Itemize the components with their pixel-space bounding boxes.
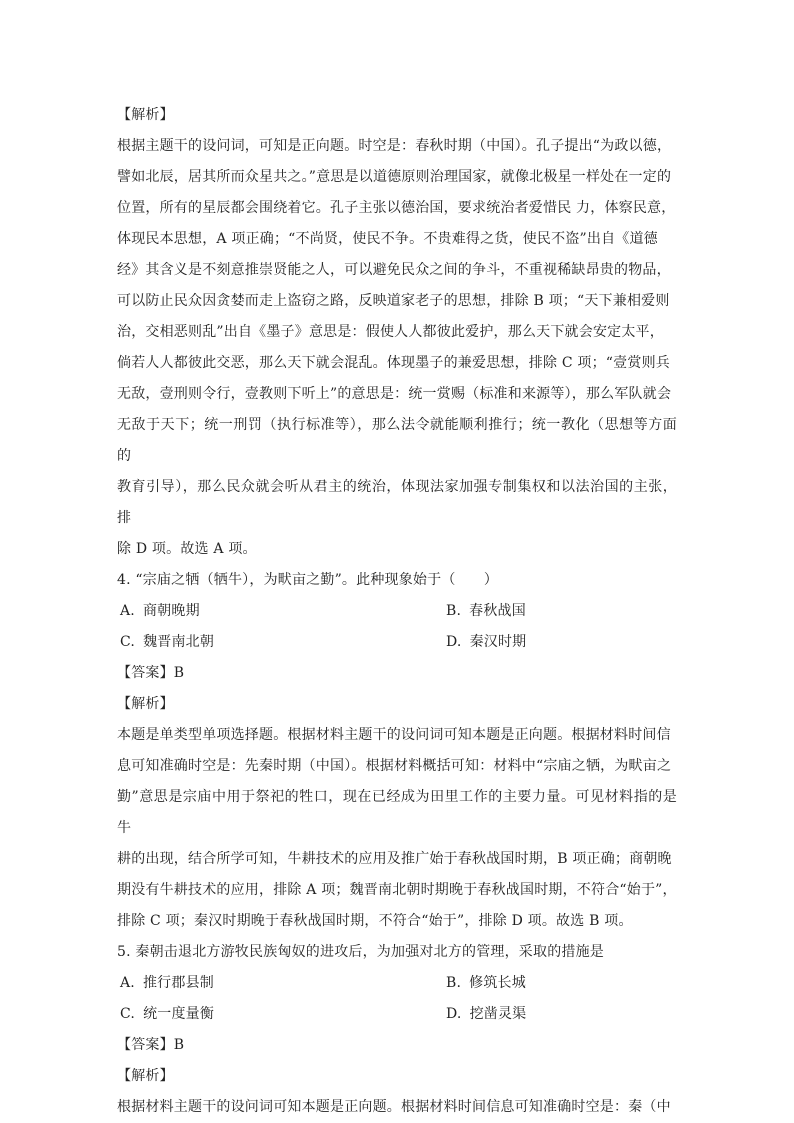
- analysis-line: 耕的出现，结合所学可知，牛耕技术的应用及推广始于春秋战国时期，B 项正确；商朝晚: [117, 851, 672, 867]
- analysis-line: 根据材料主题干的设问词可知本题是正向题。根据材料时间信息可知准确时空是：秦（中: [117, 1099, 671, 1115]
- option-c: [120, 627, 214, 658]
- option-letter: C.: [120, 1006, 136, 1022]
- option-text: 修筑长城: [469, 975, 526, 991]
- analysis-line: 无敌，壹刑则令行，壹教则下听上”的意思是：统一赏赐（标准和来源等），那么军队就会: [117, 386, 672, 402]
- question-4-stem: 4. “宗庙之牺（牺牛），为畎亩之勤”。此种现象始于（ ）: [117, 572, 499, 588]
- option-text: 挖凿灵渠: [469, 1006, 527, 1022]
- analysis-line: 无敌于天下；统一刑罚（执行标准等），那么法令就能顺利推行；统一教化（思想等方面的: [117, 417, 677, 464]
- analysis-line: 勤”意思是宗庙中用于祭祀的牲口，现在已经成为田里工作的主要力量。可见材料指的是牛: [117, 789, 677, 836]
- option-c: [120, 999, 214, 1030]
- question-5-options: [117, 968, 677, 1030]
- analysis-line: 经》其含义是不刻意推崇贤能之人，可以避免民众之间的争斗，不重视稀缺昂贵的物品，: [117, 262, 671, 278]
- option-d: [446, 999, 526, 1030]
- analysis-line: 治，交相恶则乱”出自《墨子》意思是：假使人人都彼此爱护，那么天下就会安定太平，: [117, 324, 664, 340]
- analysis-text-q5: [117, 1092, 677, 1123]
- analysis-line: 位置，所有的星辰都会围绕着它。孔子主张以德治国，要求统治者爱惜民 力，体察民意，: [117, 200, 676, 216]
- analysis-line: 本题是单类型单项选择题。根据材料主题干的设问词可知本题是正向题。根据材料时间信: [117, 727, 671, 743]
- option-text: 秦汉时期: [469, 634, 527, 650]
- option-a: [120, 596, 200, 627]
- option-d: [446, 627, 526, 658]
- document-content: [117, 100, 677, 1123]
- option-letter: A.: [120, 603, 135, 619]
- analysis-line: 根据主题干的设问词，可知是正向题。时空是：春秋时期（中国）。孔子提出“为政以德，: [117, 138, 672, 154]
- option-letter: A.: [120, 975, 135, 991]
- analysis-line: 教育引导），那么民众就会听从君主的统治，体现法家加强专制集权和以法治国的主张，排: [117, 479, 677, 526]
- analysis-line: 可以防止民众因贪婪而走上盗窃之路，反映道家老子的思想，排除 B 项；“天下兼相爱则: [117, 293, 670, 309]
- option-a: [120, 968, 214, 999]
- option-letter: C.: [120, 634, 136, 650]
- analysis-text-q4: [117, 720, 677, 937]
- option-b: [446, 596, 526, 627]
- option-text: 商朝晚期: [142, 603, 200, 619]
- answer-q5: 【答案】B: [117, 1037, 185, 1053]
- analysis-line: 息可知准确时空是：先秦时期（中国）。根据材料概括可知：材料中“宗庙之牺，为畎亩之: [117, 758, 672, 774]
- option-text: 魏晋南北朝: [143, 634, 215, 650]
- analysis-line: 譬如北辰，居其所而众星共之。”意思是以道德原则治理国家，就像北极星一样处在一定的: [117, 169, 672, 185]
- option-letter: D.: [446, 634, 462, 650]
- analysis-heading-q3: 【解析】: [117, 107, 174, 123]
- option-b: [446, 968, 526, 999]
- analysis-line: 倘若人人都彼此交恶，那么天下就会混乱。体现墨子的兼爱思想，排除 C 项；“壹赏则兵: [117, 355, 670, 371]
- analysis-line: 除 D 项。故选 A 项。: [117, 541, 257, 557]
- question-5-stem: 5. 秦朝击退北方游牧民族匈奴的进攻后，为加强对北方的管理，采取的措施是: [117, 944, 605, 960]
- answer-q4: 【答案】B: [117, 665, 185, 681]
- option-text: 推行郡县制: [142, 975, 214, 991]
- analysis-heading-q4: 【解析】: [117, 696, 174, 712]
- option-letter: B.: [446, 603, 462, 619]
- question-4-options: [117, 596, 677, 658]
- option-letter: B.: [446, 975, 462, 991]
- analysis-text-q3: [117, 131, 677, 565]
- analysis-line: 排除 C 项；秦汉时期晚于春秋战国时期，不符合“始于”，排除 D 项。故选 B 项。: [117, 913, 633, 929]
- option-text: 春秋战国: [469, 603, 526, 619]
- analysis-line: 期没有牛耕技术的应用，排除 A 项；魏晋南北朝时期晚于春秋战国时期，不符合“始于”，: [117, 882, 677, 898]
- option-text: 统一度量衡: [143, 1006, 215, 1022]
- analysis-heading-q5: 【解析】: [117, 1068, 174, 1084]
- option-letter: D.: [446, 1006, 462, 1022]
- analysis-line: 体现民本思想，A 项正确；“不尚贤，使民不争。不贵难得之货，使民不盗”出自《道德: [117, 231, 658, 247]
